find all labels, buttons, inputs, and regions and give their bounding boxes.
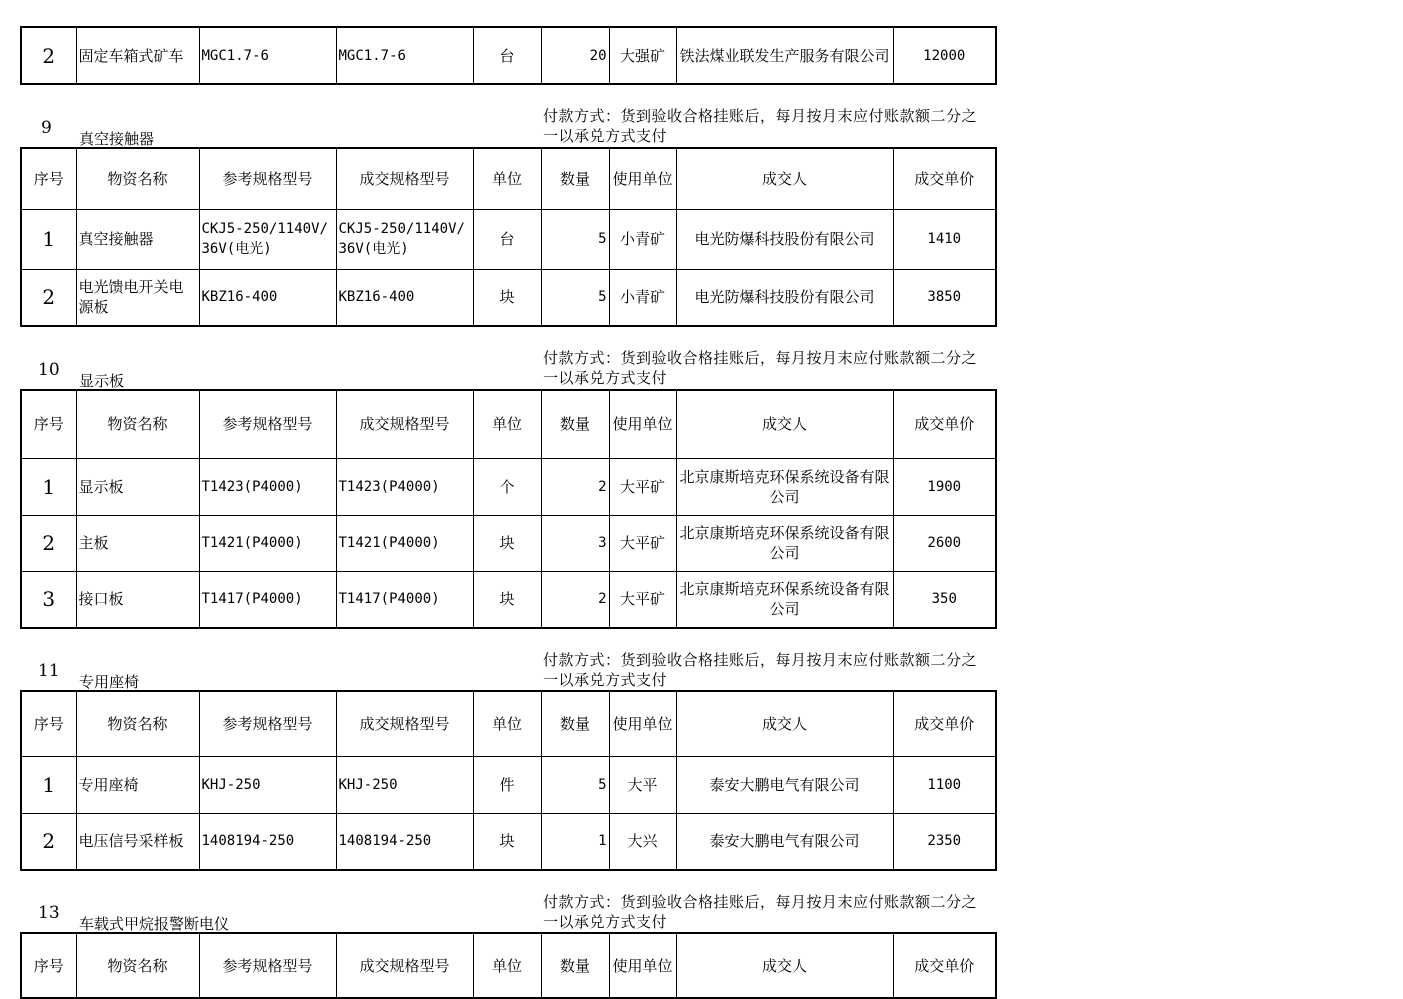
section-title: 车载式甲烷报警断电仪 [79, 915, 230, 933]
section-title: 专用座椅 [79, 673, 140, 691]
cell-qty: 3 [541, 515, 609, 571]
cell-user: 大平矿 [609, 458, 676, 515]
cell-ref-model: 1408194-250 [199, 813, 336, 870]
cell-deal-model: MGC1.7-6 [336, 27, 473, 84]
table-section-9 [20, 147, 997, 327]
header-ref-model: 参考规格型号 [199, 933, 336, 998]
cell-buyer: 北京康斯培克环保系统设备有限公司 [676, 515, 893, 571]
header-unit: 单位 [473, 933, 541, 998]
cell-price: 1900 [893, 458, 996, 515]
header-qty: 数量 [541, 390, 609, 458]
cell-qty: 5 [541, 269, 609, 326]
header-row [21, 148, 996, 209]
cell-price: 1100 [893, 756, 996, 813]
header-row [21, 933, 996, 998]
table-row [21, 269, 996, 326]
cell-qty: 5 [541, 209, 609, 269]
cell-name: 真空接触器 [76, 209, 199, 269]
cell-name: 固定车箱式矿车 [76, 27, 199, 84]
cell-seq: 2 [21, 27, 76, 84]
section-title: 真空接触器 [79, 130, 155, 148]
cell-deal-model: 1408194-250 [336, 813, 473, 870]
cell-price: 12000 [893, 27, 996, 84]
header-price: 成交单价 [893, 933, 996, 998]
cell-name: 接口板 [76, 571, 199, 628]
cell-name: 显示板 [76, 458, 199, 515]
cell-deal-model: T1423(P4000) [336, 458, 473, 515]
header-row [21, 390, 996, 458]
cell-unit: 块 [473, 813, 541, 870]
cell-deal-model: CKJ5-250/1140V/36V(电光) [336, 209, 473, 269]
section-number: 10 [38, 360, 60, 380]
header-ref-model: 参考规格型号 [199, 148, 336, 209]
section-number: 13 [38, 903, 60, 923]
section-title: 显示板 [79, 372, 125, 390]
payment-note: 付款方式：货到验收合格挂账后，每月按月末应付账款额二分之一以承兑方式支付 [543, 349, 978, 387]
header-price: 成交单价 [893, 691, 996, 756]
cell-unit: 个 [473, 458, 541, 515]
payment-note: 付款方式：货到验收合格挂账后，每月按月末应付账款额二分之一以承兑方式支付 [543, 893, 978, 931]
cell-buyer: 铁法煤业联发生产服务有限公司 [676, 27, 893, 84]
cell-buyer: 北京康斯培克环保系统设备有限公司 [676, 458, 893, 515]
cell-seq: 1 [21, 458, 76, 515]
header-price: 成交单价 [893, 390, 996, 458]
cell-unit: 台 [473, 27, 541, 84]
table-row [21, 813, 996, 870]
table-row [21, 209, 996, 269]
cell-qty: 1 [541, 813, 609, 870]
header-name: 物资名称 [76, 691, 199, 756]
cell-deal-model: KHJ-250 [336, 756, 473, 813]
header-seq: 序号 [21, 933, 76, 998]
cell-seq: 2 [21, 813, 76, 870]
cell-name: 电压信号采样板 [76, 813, 199, 870]
cell-user: 大强矿 [609, 27, 676, 84]
header-seq: 序号 [21, 691, 76, 756]
header-qty: 数量 [541, 691, 609, 756]
header-ref-model: 参考规格型号 [199, 390, 336, 458]
header-buyer: 成交人 [676, 390, 893, 458]
cell-price: 2350 [893, 813, 996, 870]
cell-deal-model: T1421(P4000) [336, 515, 473, 571]
payment-note: 付款方式：货到验收合格挂账后，每月按月末应付账款额二分之一以承兑方式支付 [543, 651, 978, 689]
header-buyer: 成交人 [676, 691, 893, 756]
section-number: 9 [41, 118, 52, 138]
cell-qty: 20 [541, 27, 609, 84]
cell-qty: 2 [541, 458, 609, 515]
cell-unit: 件 [473, 756, 541, 813]
table-row [21, 458, 996, 515]
cell-ref-model: MGC1.7-6 [199, 27, 336, 84]
cell-buyer: 电光防爆科技股份有限公司 [676, 269, 893, 326]
cell-user: 大兴 [609, 813, 676, 870]
cell-ref-model: KBZ16-400 [199, 269, 336, 326]
header-ref-model: 参考规格型号 [199, 691, 336, 756]
cell-deal-model: KBZ16-400 [336, 269, 473, 326]
header-qty: 数量 [541, 933, 609, 998]
cell-buyer: 北京康斯培克环保系统设备有限公司 [676, 571, 893, 628]
header-user: 使用单位 [609, 933, 676, 998]
header-user: 使用单位 [609, 691, 676, 756]
cell-price: 2600 [893, 515, 996, 571]
cell-price: 1410 [893, 209, 996, 269]
cell-seq: 3 [21, 571, 76, 628]
table-top-continuation [20, 26, 997, 85]
cell-user: 小青矿 [609, 209, 676, 269]
cell-price: 350 [893, 571, 996, 628]
cell-buyer: 泰安大鹏电气有限公司 [676, 756, 893, 813]
cell-user: 大平 [609, 756, 676, 813]
header-price: 成交单价 [893, 148, 996, 209]
table-section-10 [20, 389, 997, 629]
header-unit: 单位 [473, 390, 541, 458]
cell-unit: 块 [473, 515, 541, 571]
header-buyer: 成交人 [676, 148, 893, 209]
header-name: 物资名称 [76, 933, 199, 998]
cell-ref-model: T1423(P4000) [199, 458, 336, 515]
cell-qty: 5 [541, 756, 609, 813]
table-row [21, 515, 996, 571]
cell-unit: 块 [473, 571, 541, 628]
cell-ref-model: KHJ-250 [199, 756, 336, 813]
header-user: 使用单位 [609, 148, 676, 209]
cell-user: 小青矿 [609, 269, 676, 326]
header-buyer: 成交人 [676, 933, 893, 998]
cell-seq: 1 [21, 756, 76, 813]
cell-name: 专用座椅 [76, 756, 199, 813]
header-seq: 序号 [21, 390, 76, 458]
cell-ref-model: T1417(P4000) [199, 571, 336, 628]
cell-unit: 台 [473, 209, 541, 269]
cell-unit: 块 [473, 269, 541, 326]
cell-qty: 2 [541, 571, 609, 628]
table-row [21, 756, 996, 813]
table-row [21, 27, 996, 84]
cell-buyer: 电光防爆科技股份有限公司 [676, 209, 893, 269]
header-deal-model: 成交规格型号 [336, 933, 473, 998]
cell-deal-model: T1417(P4000) [336, 571, 473, 628]
cell-seq: 2 [21, 515, 76, 571]
header-unit: 单位 [473, 148, 541, 209]
cell-ref-model: T1421(P4000) [199, 515, 336, 571]
cell-user: 大平矿 [609, 571, 676, 628]
header-name: 物资名称 [76, 390, 199, 458]
cell-seq: 1 [21, 209, 76, 269]
header-deal-model: 成交规格型号 [336, 148, 473, 209]
header-name: 物资名称 [76, 148, 199, 209]
header-user: 使用单位 [609, 390, 676, 458]
cell-seq: 2 [21, 269, 76, 326]
cell-buyer: 泰安大鹏电气有限公司 [676, 813, 893, 870]
header-row [21, 691, 996, 756]
cell-name: 电光馈电开关电源板 [76, 269, 199, 326]
cell-ref-model: CKJ5-250/1140V/36V(电光) [199, 209, 336, 269]
header-unit: 单位 [473, 691, 541, 756]
cell-name: 主板 [76, 515, 199, 571]
cell-user: 大平矿 [609, 515, 676, 571]
section-number: 11 [38, 661, 60, 681]
header-deal-model: 成交规格型号 [336, 390, 473, 458]
payment-note: 付款方式：货到验收合格挂账后，每月按月末应付账款额二分之一以承兑方式支付 [543, 107, 978, 145]
cell-price: 3850 [893, 269, 996, 326]
table-row [21, 571, 996, 628]
header-deal-model: 成交规格型号 [336, 691, 473, 756]
header-qty: 数量 [541, 148, 609, 209]
table-section-11 [20, 690, 997, 871]
header-seq: 序号 [21, 148, 76, 209]
table-section-13 [20, 932, 997, 999]
